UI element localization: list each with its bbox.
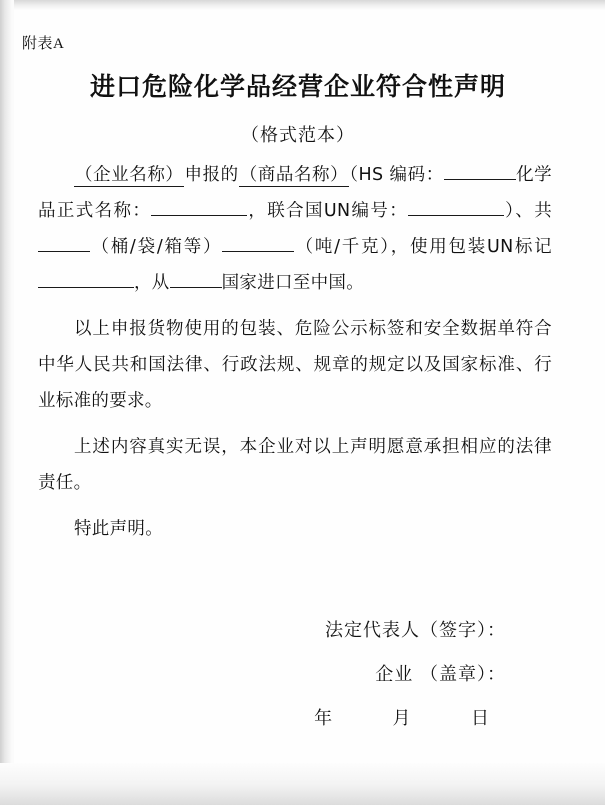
date-month-label: 月	[392, 708, 412, 729]
page-bottom-shadow	[0, 763, 605, 805]
total-count-blank	[38, 231, 90, 252]
weight-blank	[222, 231, 294, 252]
packaging-un-mark-blank	[38, 267, 134, 288]
date-line	[38, 697, 506, 741]
after-company-text: 申报的	[184, 165, 239, 185]
country-blank	[170, 267, 222, 288]
paragraph-compliance: 以上申报货物使用的包装、危险公示标签和安全数据单符合中华人民共和国法律、行政法规、规章的规定以及国家标准、行业标准的要求。	[38, 319, 552, 411]
un-number-label: ，联合国UN编号：	[247, 201, 409, 221]
paragraph-hereby-declare: 特此声明。	[74, 519, 163, 539]
total-label: 共	[534, 201, 552, 221]
product-name-placeholder: （商品名称）	[239, 165, 349, 185]
chemical-name-label: 化学品正式名称：	[38, 165, 552, 221]
document-content	[18, 16, 578, 741]
hs-code-label: （HS 编码：	[349, 165, 444, 185]
document-subtitle: （格式范本）	[241, 125, 355, 146]
signature-block	[38, 609, 552, 741]
annex-label: 附表A	[22, 36, 65, 52]
close-paren-text: ）、	[504, 201, 535, 221]
company-name-placeholder: （企业名称）	[75, 165, 184, 185]
packaging-un-mark-label: ，使用包装UN标记	[390, 237, 552, 257]
declaration-paragraph	[38, 157, 552, 301]
document-title: 进口危险化学品经营企业符合性声明	[89, 72, 506, 101]
legal-representative-line: 法定代表人（签字）：	[325, 620, 506, 641]
page-top-shadow	[0, 0, 605, 10]
weight-unit-label: （吨/千克）	[294, 237, 391, 257]
company-seal-line: 企业 （盖章）：	[375, 664, 506, 685]
package-unit-label: （桶/袋/箱等）	[90, 237, 223, 257]
date-day-label: 日	[471, 708, 490, 729]
un-number-blank	[408, 195, 504, 216]
date-year-label: 年	[314, 708, 334, 729]
document-body	[18, 157, 578, 741]
hs-code-blank	[444, 159, 516, 180]
country-import-label: 国家进口至中国。	[221, 273, 365, 293]
chemical-name-blank	[151, 195, 247, 216]
paragraph-liability: 上述内容真实无误，本企业对以上声明愿意承担相应的法律责任。	[38, 437, 552, 493]
page-left-shadow	[0, 0, 14, 805]
from-label: ，从	[134, 273, 170, 293]
